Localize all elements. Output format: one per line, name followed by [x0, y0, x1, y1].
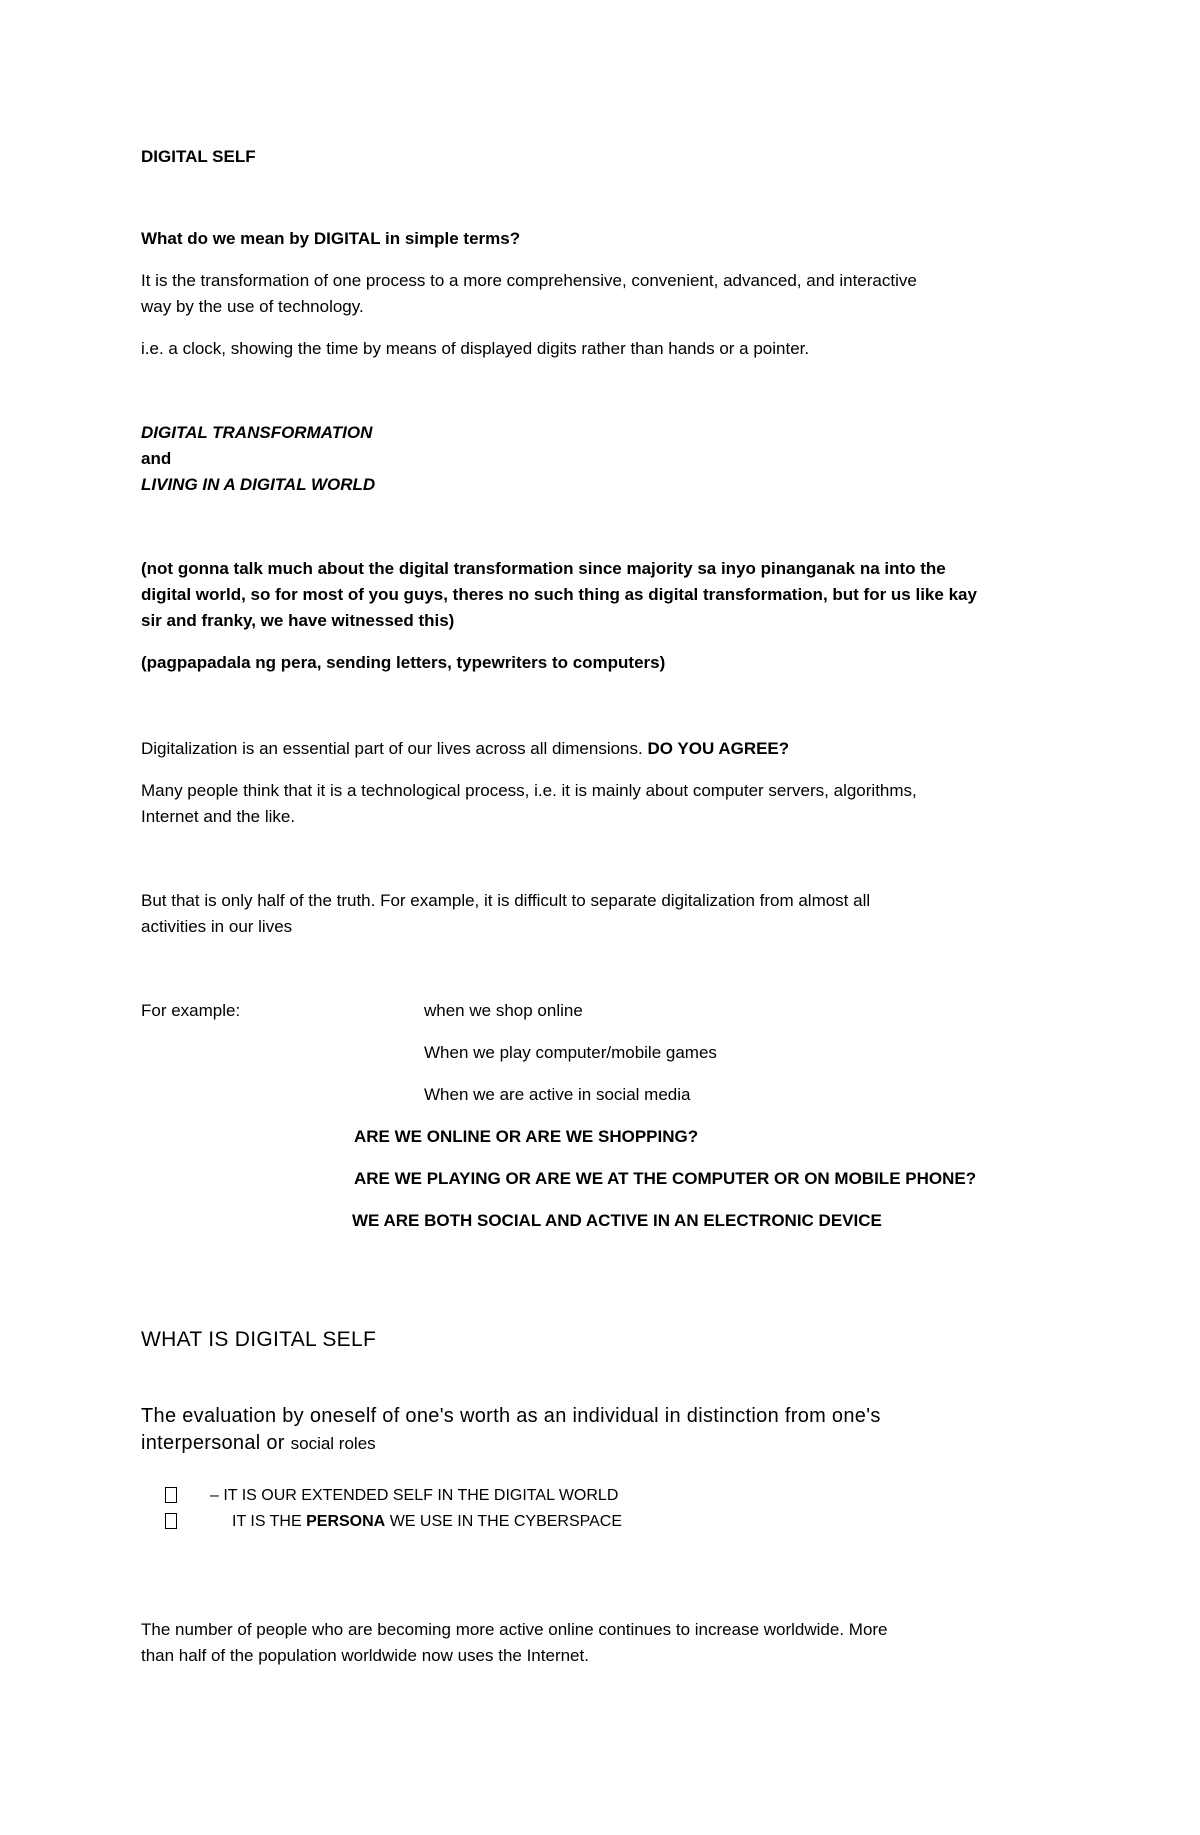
question-digital: What do we mean by DIGITAL in simple terms?: [141, 229, 521, 248]
bullet-persona-post: WE USE IN THE CYBERSPACE: [389, 1513, 623, 1530]
heading-digital-transformation: DIGITAL TRANSFORMATION: [141, 423, 373, 442]
definition-line-1: It is the transformation of one process to a more comprehensive, convenient, advanced, and interactive: [141, 271, 917, 290]
question-online-shopping: ARE WE ONLINE OR ARE WE SHOPPING?: [354, 1127, 699, 1146]
closing-line-1: The number of people who are becoming more active online continues to increase worldwide. More: [141, 1620, 888, 1639]
question-playing: ARE WE PLAYING OR ARE WE AT THE COMPUTER OR ON MOBILE PHONE?: [354, 1169, 977, 1188]
note-line-1: (not gonna talk much about the digital transformation since majority sa inyo pinanganak na into the: [141, 559, 946, 578]
do-you-agree: DO YOU AGREE?: [647, 739, 790, 758]
digitalization-text: Digitalization is an essential part of our lives across all dimensions.: [141, 739, 643, 758]
note-line-3: sir and franky, we have witnessed this): [141, 611, 455, 630]
statement-both-social: WE ARE BOTH SOCIAL AND ACTIVE IN AN ELECTRONIC DEVICE: [352, 1211, 882, 1230]
document-title: DIGITAL SELF: [141, 147, 256, 166]
definition-line-2: way by the use of technology.: [141, 297, 364, 316]
evaluation-interpersonal: interpersonal or: [141, 1432, 285, 1454]
example-shop-online: when we shop online: [424, 1001, 583, 1020]
digitalization-statement: [141, 736, 789, 762]
heading-and: and: [141, 449, 172, 468]
evaluation-line-1: The evaluation by oneself of one's worth as an individual in distinction from one's: [141, 1405, 881, 1427]
bullet-square-icon: [165, 1509, 177, 1535]
evaluation-social-roles: social roles: [290, 1434, 376, 1453]
bullet-persona-bold: PERSONA: [306, 1513, 386, 1530]
clock-example: i.e. a clock, showing the time by means of displayed digits rather than hands or a pointer.: [141, 339, 810, 358]
note-line-2: digital world, so for most of you guys, theres no such thing as digital transformation, but for us like kay: [141, 585, 977, 604]
note-examples: (pagpapadala ng pera, sending letters, typewriters to computers): [141, 653, 666, 672]
bullet-extended-self: – IT IS OUR EXTENDED SELF IN THE DIGITAL WORLD: [210, 1487, 619, 1504]
bullet-persona-pre: IT IS THE: [232, 1513, 302, 1530]
for-example-label: For example:: [141, 1001, 241, 1020]
many-people-line-1: Many people think that it is a technological process, i.e. it is mainly about computer servers, algorithms,: [141, 781, 917, 800]
half-truth-line-1: But that is only half of the truth. For example, it is difficult to separate digitalization from almost all: [141, 891, 871, 910]
evaluation-line-2: [141, 1429, 376, 1458]
many-people-line-2: Internet and the like.: [141, 807, 296, 826]
closing-line-2: than half of the population worldwide now uses the Internet.: [141, 1646, 589, 1665]
heading-living-digital-world: LIVING IN A DIGITAL WORLD: [141, 475, 376, 494]
bullet-persona: [232, 1509, 622, 1535]
heading-what-is-digital-self: WHAT IS DIGITAL SELF: [141, 1328, 377, 1351]
bullet-square-icon: [165, 1483, 177, 1509]
example-social-media: When we are active in social media: [424, 1085, 691, 1104]
example-play-games: When we play computer/mobile games: [424, 1043, 717, 1062]
half-truth-line-2: activities in our lives: [141, 917, 293, 936]
